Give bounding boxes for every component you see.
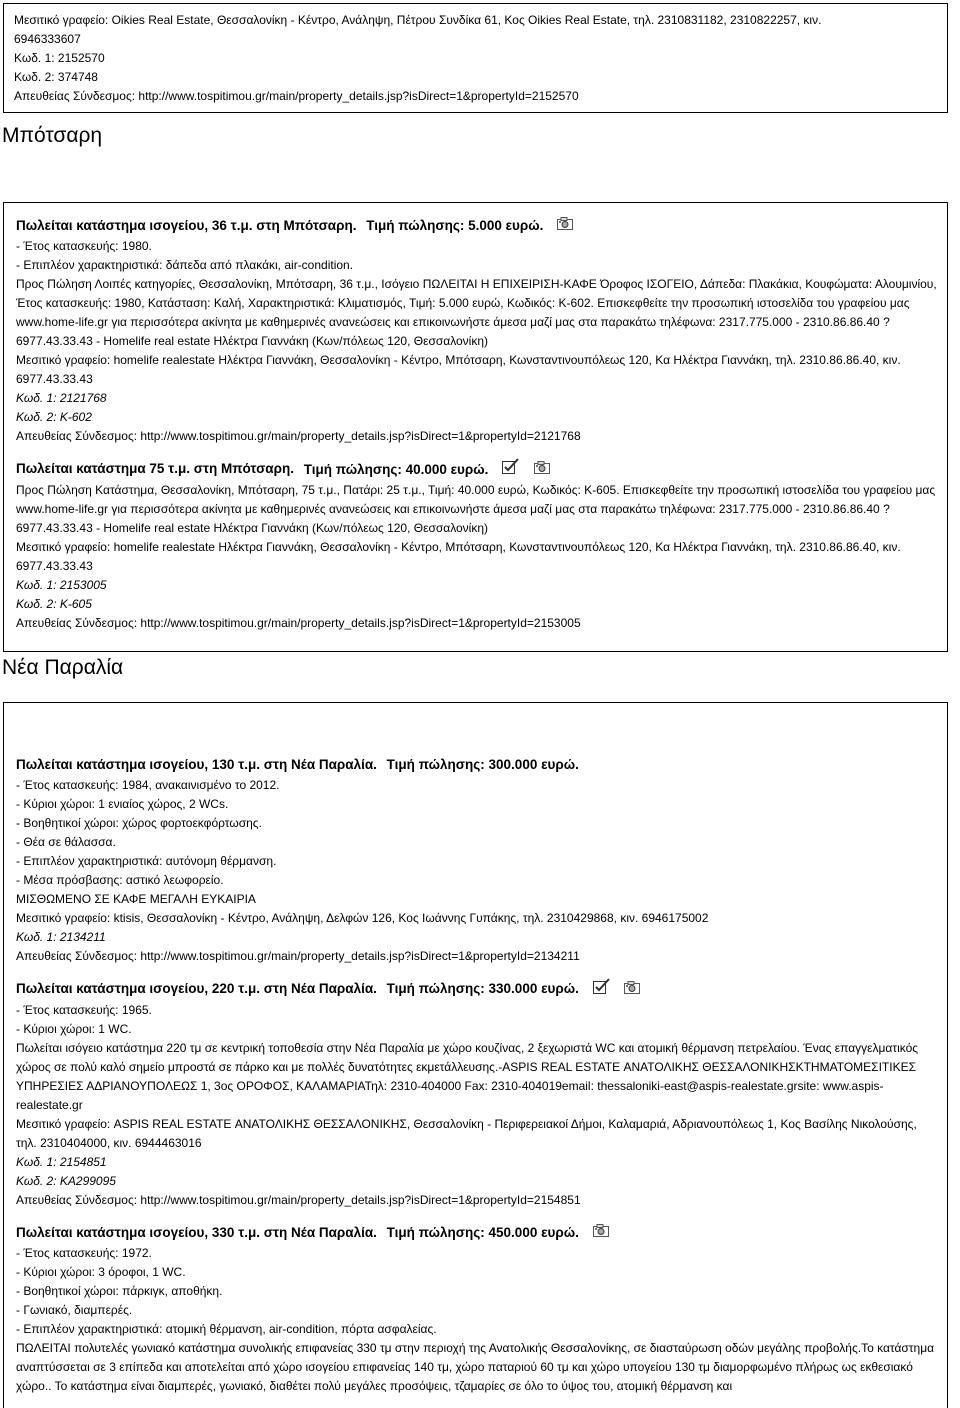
camera-icon[interactable]: [534, 459, 550, 481]
detail: - Κύριοι χώροι: 1 ενιαίος χώρος, 2 WCs.: [16, 797, 229, 811]
listing-price: Τιμή πώλησης: 450.000 ευρώ.: [386, 1225, 579, 1240]
direct-link[interactable]: Απευθείας Σύνδεσμος: http://www.tospitimou.gr/main/property_details.jsp?isDirect=1&propertyId=2134211: [16, 949, 580, 963]
detail: - Έτος κατασκευής: 1965.: [16, 1003, 152, 1017]
agency-info: Μεσιτικό γραφείο: homelife realestate Ηλέκτρα Γιαννάκη, Θεσσαλονίκη - Κέντρο, Μπότσαρη, Κωνσταντινουπόλεως 120, Κα Ηλέκτρα Γιαννάκη, τηλ. 2310.86.86.40, κιν. 6977.43.33.43: [16, 353, 901, 387]
section-heading: Μπότσαρη: [2, 124, 103, 147]
listing-price: Τιμή πώλησης: 300.000 ευρώ.: [386, 757, 579, 772]
listing-price: Τιμή πώλησης: 330.000 ευρώ.: [386, 981, 579, 997]
listing-description: ΜΙΣΘΩΜΕΝΟ ΣΕ ΚΑΦΕ ΜΕΓΑΛΗ ΕΥΚΑΙΡΙΑ: [16, 892, 256, 906]
listing-description: ΠΩΛΕΙΤΑΙ πολυτελές γωνιακό κατάστημα συνολικής επιφανείας 330 τμ στην περιοχή της Ανατολικής Θεσσαλονίκης, σε διασταύρωση οδών μεγάλης προβολής.Το κατάστημα αναπτύσσεται σε 3 επίπεδα και αποτελείται από χώρο ισογείου επιφανείας 140 τμ, χώρο παταριού 60 τμ και χώρο υπογείου 130 τμ διαμορφωμένο πλήρως ως εκθεσιακό χώρο.. Το κατάστημα είναι διαμπερές, γωνιακό, διαθέτει πολύ μεγάλες προσόψεις, τζαμαρίες σε όλο το ύψος του, ατομική θέρμανση και: [16, 1341, 935, 1394]
detail: - Βοηθητικοί χώροι: πάρκιγκ, αποθήκη.: [16, 1284, 223, 1299]
agency-info: Μεσιτικό γραφείο: ASPIS REAL ESTATE ΑΝΑΤΟΛΙΚΗΣ ΘΕΣΣΑΛΟΝΙΚΗΣ, Θεσσαλονίκη - Περιφερειακοί Δήμοι, Καλαμαριά, Αδριανουπόλεως 1, Κος Βασίλης Νικολούσης, τηλ. 2310404000, κιν. 6944463016: [16, 1117, 917, 1150]
code2: Κωδ. 2: K-602: [16, 410, 92, 425]
detail: - Κύριοι χώροι: 3 όροφοι, 1 WC.: [16, 1265, 186, 1280]
listing-title: [16, 458, 939, 481]
listing-price: Τιμή πώλησης: 5.000 ευρώ.: [366, 218, 544, 233]
detail: - Θέα σε θάλασσα.: [16, 835, 116, 849]
detail: - Επιπλέον χαρακτηριστικά: ατομική θέρμανση, air-condition, πόρτα ασφαλείας.: [16, 1322, 437, 1337]
listing-title: [16, 978, 939, 1001]
detail: - Επιπλέον χαρακτηριστικά: αυτόνομη θέρμανση.: [16, 854, 277, 868]
code1: Κωδ. 1: 2134211: [16, 930, 106, 944]
section-box: [3, 202, 948, 652]
listing-description: Πωλείται ισόγειο κατάστημα 220 τμ σε κεντρική τοποθεσία στην Νέα Παραλία με χώρο κουζίνας, 2 ξεχωριστά WC και ατομική θέρμανση πετρελαίου. Ένας επαγγελματικός χώρος σε πολύ καλό σημείο μπροστά σε πάρκο και με πολλές δυνατότητες εκμετάλλευσης.-ASPIS REAL ESTATE ΑΝΑΤΟΛΙΚΗΣ ΘΕΣΣΑΛΟΝΙΚΗΣΚΤΗΜΑΤΟΜΕΣΙΤΙΚΕΣ ΥΠΗΡΕΣΙΕΣ ΑΔΡΙΑΝΟΥΠΟΛΕΩΣ 1, 3ος ΟΡΟΦΟΣ, ΚΑΛΑΜΑΡΙΑΤηλ: 2310-404000 Fax: 2310-404019email: thessaloniki-east@aspis-realestate.grsite: www.aspis-realestate.gr: [16, 1041, 919, 1112]
listing-description: Προς Πώληση Λοιπές κατηγορίες, Θεσσαλονίκη, Μπότσαρη, 36 τ.μ., Ισόγειο ΠΩΛΕΙΤΑΙ Η ΕΠΙΧΕΙΡΙΣΗ-ΚΑΦΕ Όροφος ΙΣΟΓΕΙΟ, Δάπεδα: Πλακάκια, Κουφώματα: Αλουμινίου, Έτος κατασκευής: 1980, Κατάσταση: Καλή, Χαρακτηριστικά: Κλιματισμός, Τιμή: 5.000 ευρώ, Κωδικός: K-602. Επισκεφθείτε την προσωπική ιστοσελίδα του γραφείου μας www.home-life.gr για περισσότερα ακίνητα με καθημερινές ανανεώσεις και επικοινωνήστε άμεσα μαζί μας στα παρακάτω τηλέφωνα: 2317.775.000 - 2310.86.86.40 ? 6977.43.33.43 - Homelife real estate Ηλέκτρα Γιαννάκη (Κων/πόλεως 120, Θεσσαλονίκη): [16, 277, 937, 349]
code1: Κωδ. 1: 2154851: [16, 1155, 107, 1169]
checkbox-icon[interactable]: [593, 978, 611, 1001]
agency-info: Μεσιτικό γραφείο: homelife realestate Ηλέκτρα Γιαννάκη, Θεσσαλονίκη - Κέντρο, Μπότσαρη, Κωνσταντινουπόλεως 120, Κα Ηλέκτρα Γιαννάκη, τηλ. 2310.86.86.40, κιν. 6977.43.33.43: [16, 540, 901, 574]
checkbox-icon[interactable]: [502, 458, 520, 481]
agency-line: Μεσιτικό γραφείο: Oikies Real Estate, Θεσσαλονίκη - Κέντρο, Ανάληψη, Πέτρου Συνδίκα 61, Κος Oikies Real Estate, τηλ. 2310831182, 2310822257, κιν.: [14, 13, 822, 27]
detail: - Κύριοι χώροι: 1 WC.: [16, 1022, 132, 1036]
detail: - Έτος κατασκευής: 1972.: [16, 1246, 152, 1261]
direct-link[interactable]: Απευθείας Σύνδεσμος: http://www.tospitimou.gr/main/property_details.jsp?isDirect=1&propertyId=2152570: [14, 89, 579, 103]
listing-title-text: Πωλείται κατάστημα ισογείου, 220 τ.μ. στη Νέα Παραλία.: [16, 981, 377, 997]
camera-icon[interactable]: [557, 215, 573, 237]
detail: - Βοηθητικοί χώροι: χώρος φορτοεκφόρτωσης.: [16, 816, 262, 830]
agency-info: Μεσιτικό γραφείο: ktisis, Θεσσαλονίκη - Κέντρο, Ανάληψη, Δελφών 126, Κος Ιωάννης Γυπάκης, τηλ. 2310429868, κιν. 6946175002: [16, 911, 709, 925]
direct-link[interactable]: Απευθείας Σύνδεσμος: http://www.tospitimou.gr/main/property_details.jsp?isDirect=1&propertyId=2121768: [16, 429, 581, 444]
section-box: [3, 702, 948, 1408]
code1: Κωδ. 1: 2153005: [16, 578, 107, 593]
agency-line-cont: 6946333607: [14, 32, 81, 46]
detail: - Μέσα πρόσβασης: αστικό λεωφορείο.: [16, 873, 224, 887]
detail: - Έτος κατασκευής: 1980.: [16, 239, 152, 254]
code1: Κωδ. 1: 2152570: [14, 51, 105, 65]
section-heading: Νέα Παραλία: [2, 656, 124, 679]
listing-title-text: Πωλείται κατάστημα 75 τ.μ. στη Μπότσαρη.: [16, 461, 294, 477]
direct-link[interactable]: Απευθείας Σύνδεσμος: http://www.tospitimou.gr/main/property_details.jsp?isDirect=1&propertyId=2153005: [16, 616, 581, 631]
listing-title-text: Πωλείται κατάστημα ισογείου, 130 τ.μ. στη Νέα Παραλία.: [16, 757, 377, 772]
code2: Κωδ. 2: KA299095: [16, 1174, 116, 1188]
listing-title: [16, 754, 939, 776]
listing-title: [16, 1222, 939, 1244]
detail: - Γωνιακό, διαμπερές.: [16, 1303, 133, 1318]
listing-description: Προς Πώληση Κατάστημα, Θεσσαλονίκη, Μπότσαρη, 75 τ.μ., Πατάρι: 25 τ.μ., Τιμή: 40.000 ευρώ, Κωδικός: K-605. Επισκεφθείτε την προσωπική ιστοσελίδα του γραφείου μας www.home-life.gr για περισσότερα ακίνητα με καθημερινές ανανεώσεις και επικοινωνήστε άμεσα μαζί μας στα παρακάτω τηλέφωνα: 2317.775.000 - 2310.86.86.40 ? 6977.43.33.43 - Homelife real estate Ηλέκτρα Γιαννάκη (Κων/πόλεως 120, Θεσσαλονίκη): [16, 483, 936, 536]
listing-title-text: Πωλείται κατάστημα ισογείου, 330 τ.μ. στη Νέα Παραλία.: [16, 1225, 377, 1240]
camera-icon[interactable]: [624, 979, 640, 1001]
direct-link[interactable]: Απευθείας Σύνδεσμος: http://www.tospitimou.gr/main/property_details.jsp?isDirect=1&propertyId=2154851: [16, 1193, 581, 1207]
listing-price: Τιμή πώλησης: 40.000 ευρώ.: [303, 461, 489, 477]
code2: Κωδ. 2: 374748: [14, 70, 98, 84]
listing-title-text: Πωλείται κατάστημα ισογείου, 36 τ.μ. στη Μπότσαρη.: [16, 218, 357, 233]
detail: - Έτος κατασκευής: 1984, ανακαινισμένο το 2012.: [16, 778, 280, 792]
camera-icon[interactable]: [593, 1222, 609, 1244]
detail: - Επιπλέον χαρακτηριστικά: δάπεδα από πλακάκι, air-condition.: [16, 258, 354, 273]
code1: Κωδ. 1: 2121768: [16, 391, 107, 406]
listing-title: [16, 215, 939, 237]
code2: Κωδ. 2: K-605: [16, 597, 92, 612]
listing-block-top: [3, 3, 948, 113]
